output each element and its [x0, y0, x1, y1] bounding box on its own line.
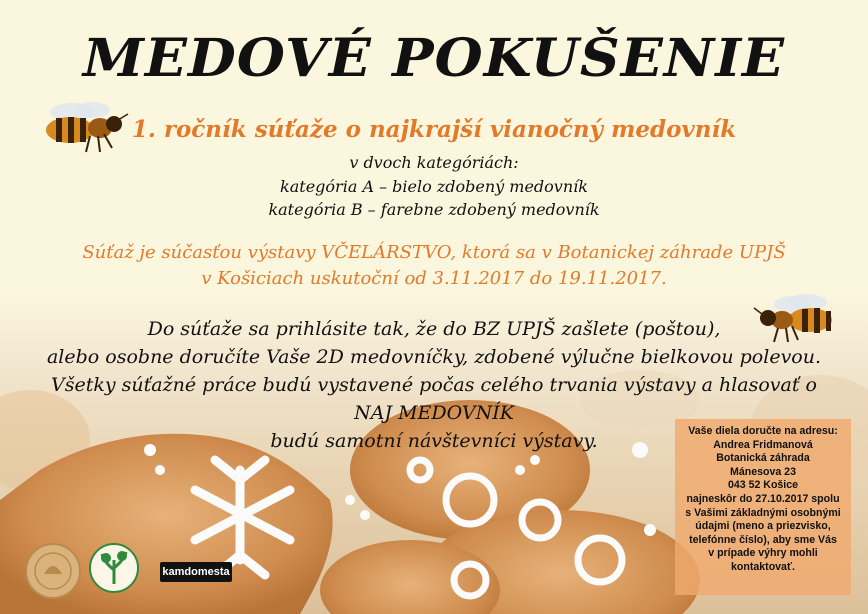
address-line: kontaktovať.	[731, 560, 795, 573]
beekeepers-seal-logo	[24, 542, 82, 600]
address-line: telefónne číslo), aby sme Vás	[689, 533, 837, 546]
address-line: údajmi (meno a priezvisko,	[695, 520, 831, 533]
kamdomesta-logo-text: kamdomesta	[162, 566, 230, 578]
subtitle: 1. ročník súťaže o najkrajší vianočný medovník	[131, 116, 737, 143]
address-line: najneskôr do 27.10.2017 spolu	[686, 492, 840, 505]
botanical-garden-logo	[88, 540, 140, 600]
category-b: kategória B – farebne zdobený medovník	[268, 200, 600, 219]
poster-title: MEDOVÉ POKUŠENIE	[82, 28, 786, 89]
instruction-line: NAJ MEDOVNÍK	[354, 402, 514, 424]
instruction-line: alebo osobne doručíte Vaše 2D medovníčky, zdobené výlučne bielkovou polevou.	[46, 346, 822, 368]
address-box	[675, 419, 851, 595]
exhibition-line-1: Súťaž je súčasťou výstavy VČELÁRSTVO, ktorá sa v Botanickej záhrade UPJŠ	[82, 242, 786, 263]
exhibition-line-2: v Košiciach uskutoční od 3.11.2017 do 19.11.2017.	[201, 268, 667, 289]
kamdomesta-logo	[160, 562, 232, 582]
address-line: s Vašimi základnými osobnými	[685, 506, 841, 519]
address-line: Botanická záhrada	[716, 452, 810, 465]
categories-intro: v dvoch kategóriách:	[349, 153, 519, 172]
address-line: Mánesova 23	[730, 465, 796, 478]
instruction-line: budú samotní návštevníci výstavy.	[270, 430, 598, 452]
instruction-line: Všetky súťažné práce budú vystavené počas celého trvania výstavy a hlasovať o	[51, 374, 817, 396]
address-line: 043 52 Košice	[727, 479, 799, 492]
address-line: Andrea Fridmanová	[713, 438, 813, 451]
category-a: kategória A – bielo zdobený medovník	[280, 177, 588, 196]
address-line: Vaše diela doručte na adresu:	[688, 425, 838, 437]
instruction-line: Do súťaže sa prihlásite tak, že do BZ UPJŠ zašlete (poštou),	[147, 318, 721, 340]
address-line: v prípade výhry mohli	[708, 547, 818, 560]
